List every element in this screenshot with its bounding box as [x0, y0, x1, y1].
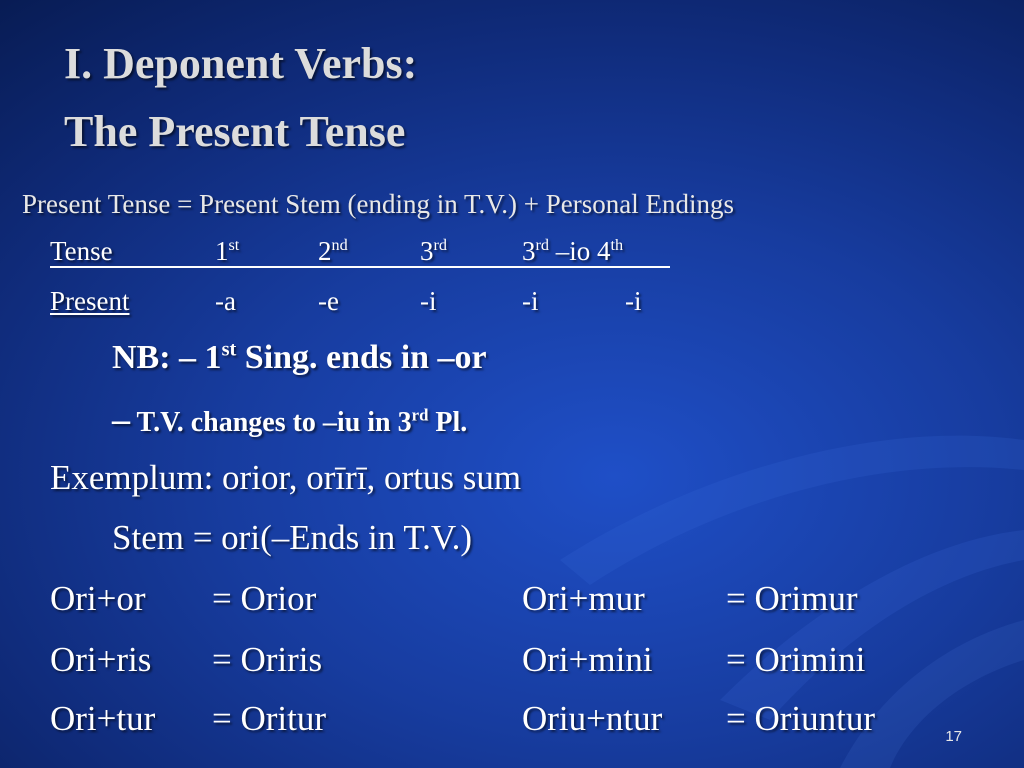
- note-2-text: T.V. changes to –iu in 3: [130, 407, 412, 438]
- slide-title-line-1: I. Deponent Verbs:: [64, 39, 418, 88]
- ending-conjugation-2: -e: [318, 286, 339, 316]
- note-first-singular: [112, 338, 487, 378]
- header-conjugation-2: [318, 234, 348, 268]
- page-number: 17: [945, 728, 962, 745]
- conj-row-3-formula: Ori+tur: [50, 699, 156, 738]
- header-c4-suffix-2: th: [610, 236, 624, 254]
- row-label-present: Present: [50, 286, 130, 316]
- swirl-arc-2: [720, 530, 1024, 720]
- ending-conjugation-3io: -i: [522, 286, 539, 316]
- header-conjugation-1: [215, 234, 239, 268]
- header-c4-suffix: rd: [535, 236, 549, 254]
- conj-row-1-plural-result: = Orimur: [726, 579, 858, 618]
- note-1-prefix: NB: – 1: [112, 339, 222, 376]
- ending-conjugation-1: -a: [215, 286, 236, 316]
- header-c1-suffix: st: [228, 236, 240, 254]
- header-c4-number: 3: [522, 236, 536, 266]
- header-c2-number: 2: [318, 236, 332, 266]
- slide-title-line-2: The Present Tense: [64, 107, 406, 156]
- ending-conjugation-3: -i: [420, 286, 437, 316]
- formula-statement: Present Tense = Present Stem (ending in T.V.) + Personal Endings: [22, 189, 734, 219]
- exemplum-line: Exemplum: orior, orīrī, ortus sum: [50, 458, 522, 497]
- header-c1-number: 1: [215, 236, 229, 266]
- header-c2-suffix: nd: [331, 236, 348, 254]
- conj-row-3-plural-result: = Oriuntur: [726, 699, 876, 738]
- header-c3-number: 3: [420, 236, 434, 266]
- note-2-dash: –: [112, 399, 130, 439]
- conj-row-2-plural-formula: Ori+mini: [522, 640, 653, 679]
- swirl-arc-3: [840, 620, 1024, 768]
- conj-row-3-plural-formula: Oriu+ntur: [522, 699, 663, 738]
- note-1-suffix: Sing. ends in –or: [236, 339, 487, 376]
- conj-row-2-formula: Ori+ris: [50, 640, 152, 679]
- conj-row-2-result: = Oriris: [212, 640, 323, 679]
- note-1-sup: st: [221, 338, 237, 361]
- note-third-plural: [112, 401, 467, 441]
- note-2-sup: rd: [411, 405, 429, 425]
- header-tense: Tense: [50, 236, 113, 266]
- conj-row-2-plural-result: = Orimini: [726, 640, 866, 679]
- conj-row-1-formula: Ori+or: [50, 579, 146, 618]
- header-c3-suffix: rd: [433, 236, 447, 254]
- header-c4-middle: –io 4: [548, 236, 611, 266]
- header-conjugation-3: [420, 234, 447, 268]
- conj-row-3-result: = Oritur: [212, 699, 327, 738]
- ending-conjugation-4: -i: [625, 286, 642, 316]
- stem-line: Stem = ori(–Ends in T.V.): [112, 518, 473, 557]
- note-2-suffix: Pl.: [428, 407, 468, 438]
- header-conjugation-3io-4: [522, 234, 623, 268]
- conj-row-1-plural-formula: Ori+mur: [522, 579, 645, 618]
- conj-row-1-result: = Orior: [212, 579, 317, 618]
